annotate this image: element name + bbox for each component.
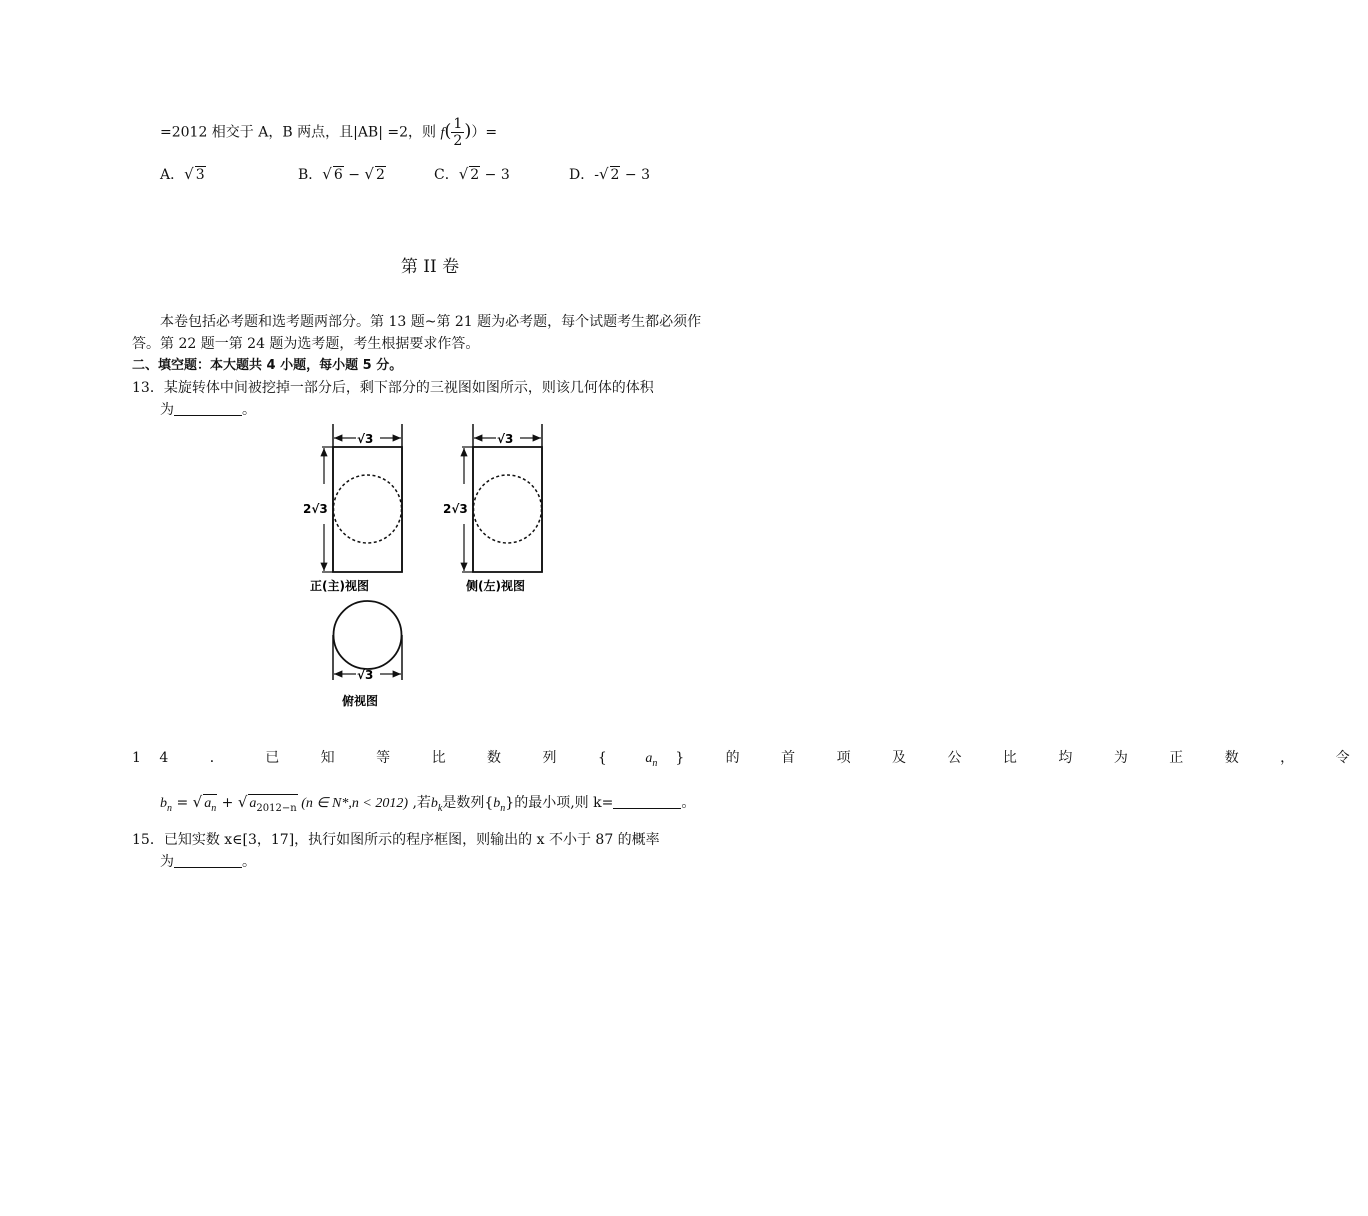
q12-option-d: D．-√ 2 − 3 bbox=[569, 165, 650, 183]
top-view bbox=[333, 601, 402, 708]
side-view-label: 侧(左)视图 bbox=[466, 579, 525, 593]
side-width-label: √3 bbox=[497, 432, 514, 446]
front-width-label: √3 bbox=[357, 432, 374, 446]
part2-intro-line2: 答。第 22 题一第 24 题为选考题，考生根据要求作答。 bbox=[132, 336, 480, 352]
side-height-label: 2√3 bbox=[443, 502, 468, 516]
q15-line2: 为 。 bbox=[160, 854, 256, 870]
q13-line2: 为 。 bbox=[160, 402, 256, 418]
top-view-label: 俯视图 bbox=[342, 694, 379, 708]
q12-option-c: C．√ 2 − 3 bbox=[434, 165, 510, 183]
answer-blank bbox=[174, 853, 242, 868]
front-height-label: 2√3 bbox=[303, 502, 328, 516]
fill-in-section-heading: 二、填空题：本大题共 4 小题，每小题 5 分。 bbox=[132, 358, 403, 373]
front-view-label: 正(主)视图 bbox=[310, 579, 369, 593]
q12-condition-line: =2012 相交于 A，B 两点，且|AB| =2，则 f( $\frac{1}{2}$ )）= bbox=[160, 116, 498, 149]
top-width-label: √3 bbox=[357, 668, 374, 682]
q15-line1: 15．已知实数 x∈[3，17]，执行如图所示的程序框图，则输出的 x 不小于 87 的概率 bbox=[132, 832, 660, 848]
q14-line1: 14 ． 已 知 等 比 数 列 { $a_n$ } 的 首 项 及 公 比 均 为 正 数 ， 令 bbox=[132, 750, 1368, 769]
side-view bbox=[443, 424, 542, 593]
answer-blank bbox=[613, 794, 681, 809]
q13-line1: 13．某旋转体中间被挖掉一部分后，剩下部分的三视图如图所示，则该几何体的体积 bbox=[132, 380, 654, 396]
three-view-figure bbox=[300, 424, 560, 716]
part2-title: 第 II 卷 bbox=[400, 257, 460, 277]
q12-option-a: A．√ 3 bbox=[160, 165, 205, 183]
one-half-fraction: $\frac{1}{2}$ bbox=[453, 116, 463, 149]
q14-line2: $b_n$ = √ $a_n$ + √ $a_{2012-n}$ (n ∈ N*,n < 2012) ,若$b_k$是数列$\{b_n\}$的最小项,则 k= 。 bbox=[160, 792, 695, 819]
part2-intro-line1: 本卷包括必考题和选考题两部分。第 13 题~第 21 题为必考题，每个试题考生都必须作 bbox=[160, 314, 702, 330]
answer-blank bbox=[174, 401, 242, 416]
q12-option-b: B．√ 6 − √ 2 bbox=[298, 165, 385, 183]
front-view bbox=[303, 424, 402, 593]
